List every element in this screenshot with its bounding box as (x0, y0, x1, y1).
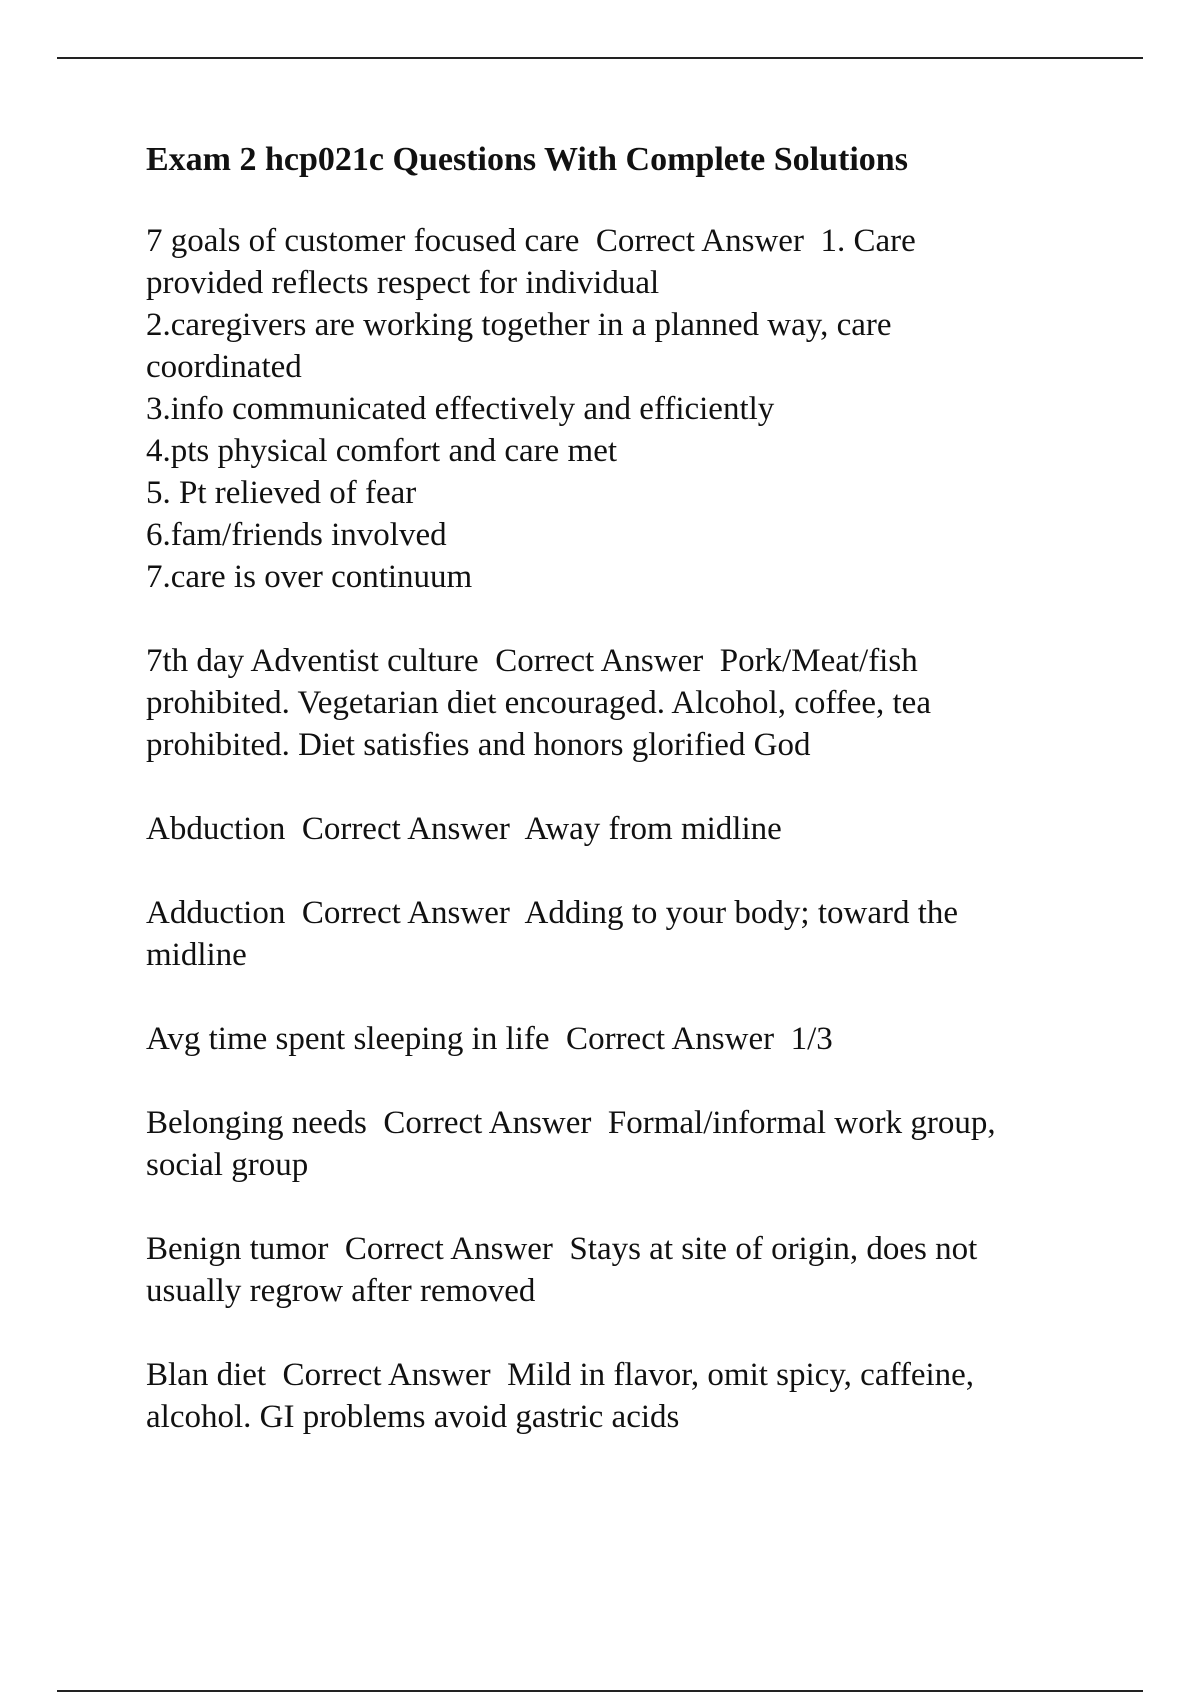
qa-entry (146, 1018, 1106, 1060)
entry-line: 5. Pt relieved of fear (146, 475, 417, 511)
document-title: Exam 2 hcp021c Questions With Complete Solutions (146, 141, 908, 178)
header-rule (57, 57, 1143, 59)
qa-entry (146, 808, 1106, 850)
entry-line: prohibited. Diet satisfies and honors glorified God (146, 727, 811, 763)
qa-entry (146, 1102, 1106, 1186)
entry-line: alcohol. GI problems avoid gastric acids (146, 1399, 680, 1435)
entry-line: 6.fam/friends involved (146, 517, 447, 553)
document-body (146, 140, 1106, 1480)
entry-line: 4.pts physical comfort and care met (146, 433, 618, 469)
entry-line: Adduction Correct Answer Adding to your body; toward the (146, 895, 959, 931)
entry-line: midline (146, 937, 247, 973)
entry-line: social group (146, 1147, 309, 1183)
entry-line: Blan diet Correct Answer Mild in flavor, omit spicy, caffeine, (146, 1357, 975, 1393)
entry-line: usually regrow after removed (146, 1273, 536, 1309)
entry-line: coordinated (146, 349, 302, 385)
qa-entry (146, 640, 1106, 766)
entry-line: 2.caregivers are working together in a planned way, care (146, 307, 892, 343)
entry-line: 7th day Adventist culture Correct Answer Pork/Meat/fish (146, 643, 918, 679)
footer-rule (57, 1690, 1143, 1692)
qa-entry (146, 892, 1106, 976)
entry-line: 7.care is over continuum (146, 559, 473, 595)
qa-entry (146, 1354, 1106, 1438)
entry-line: Avg time spent sleeping in life Correct Answer 1/3 (146, 1021, 833, 1057)
qa-entry (146, 220, 1106, 598)
entry-line: 3.info communicated effectively and efficiently (146, 391, 775, 427)
entry-line: 7 goals of customer focused care Correct Answer 1. Care (146, 223, 916, 259)
entry-line: Abduction Correct Answer Away from midline (146, 811, 782, 847)
entry-line: Benign tumor Correct Answer Stays at site of origin, does not (146, 1231, 978, 1267)
entry-line: prohibited. Vegetarian diet encouraged. Alcohol, coffee, tea (146, 685, 931, 721)
entry-line: Belonging needs Correct Answer Formal/informal work group, (146, 1105, 996, 1141)
entry-line: provided reflects respect for individual (146, 265, 660, 301)
qa-entry (146, 1228, 1106, 1312)
